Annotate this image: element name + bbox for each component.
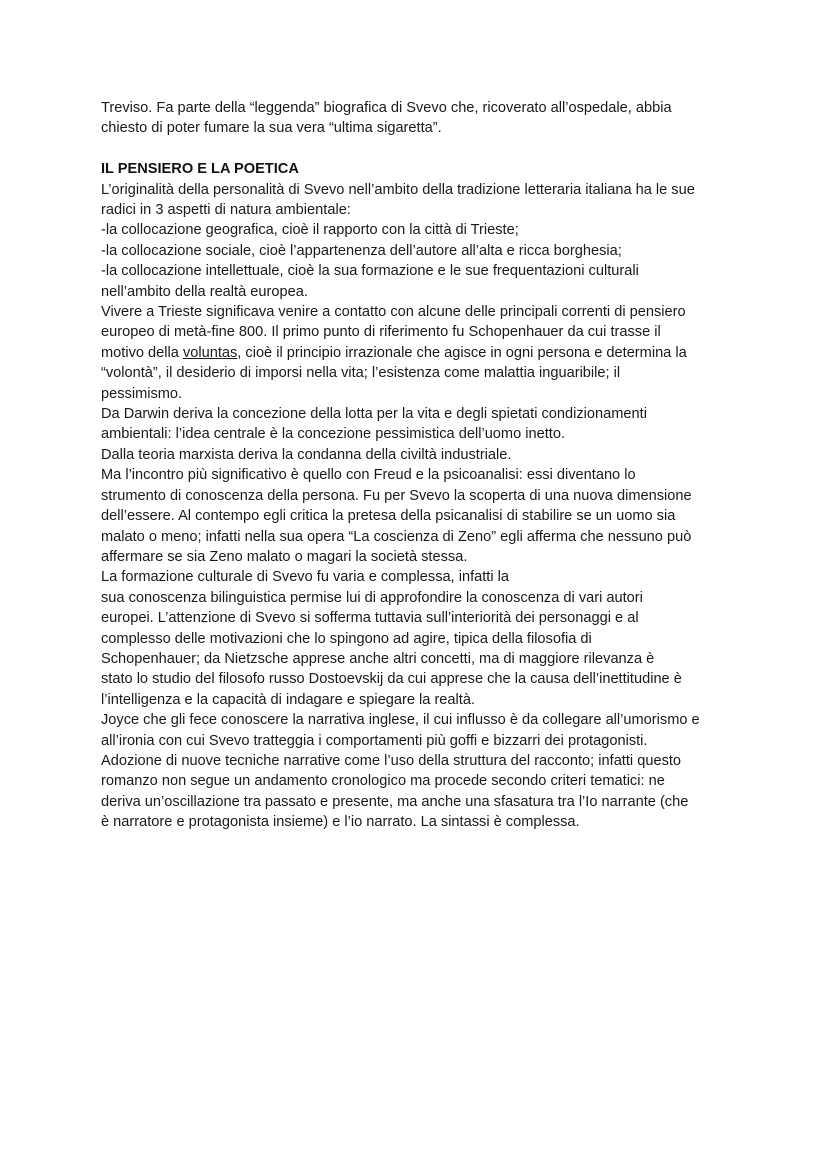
- text-line: [101, 343, 741, 363]
- text-line: Adozione di nuove tecniche narrative come l’uso della struttura del racconto; infatti questo: [101, 752, 682, 769]
- text-line: europei. L’attenzione di Svevo si sofferma tuttavia sull’interiorità dei personaggi e al: [101, 610, 639, 627]
- text-line: Vivere a Trieste significava venire a contatto con alcune delle principali correnti di pensiero: [101, 304, 686, 321]
- text-line: -la collocazione intellettuale, cioè la sua formazione e le sue frequentazioni culturali: [101, 263, 639, 280]
- text-line: Schopenhauer; da Nietzsche apprese anche altri concetti, ma di maggiore rilevanza è: [101, 650, 655, 667]
- text-line: Treviso. Fa parte della “leggenda” biografica di Svevo che, ricoverato all’ospedale, abbia: [101, 100, 672, 116]
- text-line: complesso delle motivazioni che lo spingono ad agire, tipica della filosofia di: [101, 630, 592, 647]
- text-line: è narratore e protagonista insieme) e l’io narrato. La sintassi è complessa.: [101, 814, 580, 831]
- text-line: deriva un’oscillazione tra passato e presente, ma anche una sfasatura tra l’Io narrante (che: [101, 793, 689, 810]
- text-segment: motivo della: [101, 344, 183, 361]
- text-line: romanzo non segue un andamento cronologico ma procede secondo criteri tematici: ne: [101, 773, 665, 790]
- text-segment: , cioè il principio irrazionale che agisce in ogni persona e determina la: [237, 344, 687, 361]
- section-heading: IL PENSIERO E LA POETICA: [101, 161, 299, 178]
- text-line: -la collocazione sociale, cioè l’appartenenza dell’autore all’alta e ricca borghesia;: [101, 242, 622, 259]
- text-line: sua conoscenza bilinguistica permise lui di approfondire la conoscenza di vari autori: [101, 589, 643, 606]
- text-line: nell’ambito della realtà europea.: [101, 283, 308, 300]
- text-line: l’intelligenza e la capacità di indagare e spiegare la realtà.: [101, 691, 476, 708]
- text-line: malato o meno; infatti nella sua opera “La coscienza di Zeno” egli afferma che nessuno può: [101, 528, 692, 545]
- text-line: strumento di conoscenza della persona. Fu per Svevo la scoperta di una nuova dimensione: [101, 487, 692, 504]
- text-line: Dalla teoria marxista deriva la condanna della civiltà industriale.: [101, 446, 512, 463]
- text-line: Da Darwin deriva la concezione della lotta per la vita e degli spietati condizionamenti: [101, 406, 647, 423]
- text-line: chiesto di poter fumare la sua vera “ultima sigaretta”.: [101, 120, 442, 137]
- intro-paragraph: [101, 98, 741, 139]
- text-line: europeo di metà-fine 800. Il primo punto di riferimento fu Schopenhauer da cui trasse il: [101, 324, 661, 341]
- text-line: affermare se sia Zeno malato o magari la società stessa.: [101, 548, 468, 565]
- text-line: -la collocazione geografica, cioè il rapporto con la città di Trieste;: [101, 222, 519, 239]
- document-page: [101, 98, 741, 833]
- text-line: dell’essere. Al contempo egli critica la pretesa della psicanalisi di stabilire se un uomo sia: [101, 508, 676, 525]
- text-line: all’ironia con cui Svevo tratteggia i comportamenti più goffi e bizzarri dei protagonisti.: [101, 732, 648, 749]
- text-line: radici in 3 aspetti di natura ambientale:: [101, 202, 351, 219]
- section-pensiero-poetica: [101, 159, 741, 832]
- underlined-term-voluntas: voluntas: [182, 344, 238, 361]
- paragraph-gap: [101, 139, 741, 159]
- text-line: pessimismo.: [101, 385, 183, 402]
- text-line: “volontà”, il desiderio di imporsi nella vita; l’esistenza come malattia inguaribile; il: [101, 365, 621, 382]
- text-line: ambientali: l’idea centrale è la concezione pessimistica dell’uomo inetto.: [101, 426, 566, 443]
- text-line: L’originalità della personalità di Svevo nell’ambito della tradizione letteraria italiana ha le sue: [101, 181, 695, 198]
- text-line: stato lo studio del filosofo russo Dostoevskij da cui apprese che la causa dell’inettitudine è: [101, 671, 682, 688]
- section-body-part-b: [101, 363, 741, 832]
- text-line: La formazione culturale di Svevo fu varia e complessa, infatti la: [101, 569, 510, 586]
- text-line: Ma l’incontro più significativo è quello con Freud e la psicoanalisi: essi diventano lo: [101, 467, 636, 484]
- text-line: Joyce che gli fece conoscere la narrativa inglese, il cui influsso è da collegare all’umorismo e: [101, 712, 700, 729]
- section-body-part-a: [101, 180, 741, 343]
